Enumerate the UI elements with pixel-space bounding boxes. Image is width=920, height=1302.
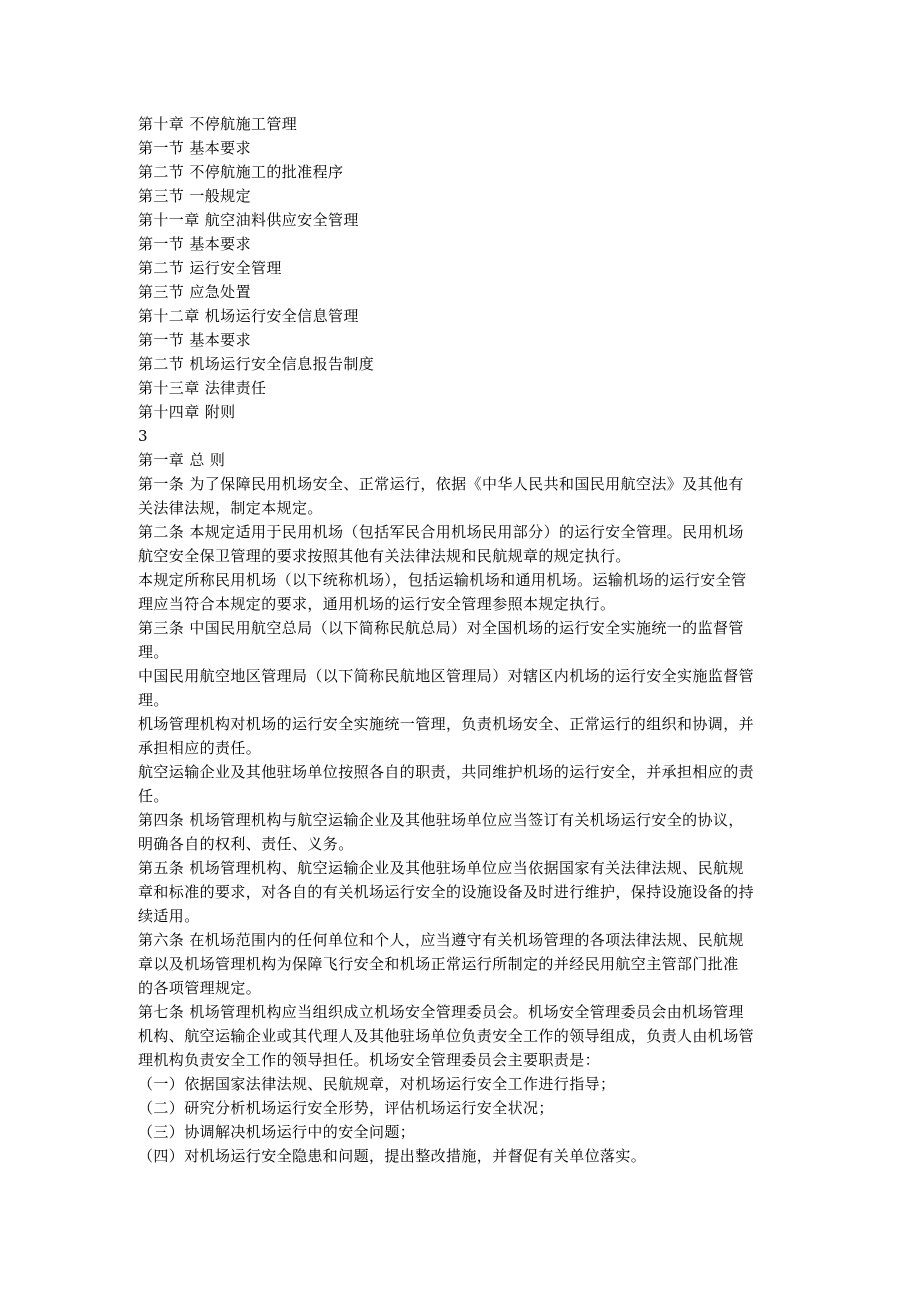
body-line: 章和标准的要求，对各自的有关机场运行安全的设施设备及时进行维护，保持设施设备的持 [138, 883, 755, 901]
toc-section-12-2: 第二节 机场运行安全信息报告制度 [138, 355, 375, 373]
body-line: 中国民用航空地区管理局（以下简称民航地区管理局）对辖区内机场的运行安全实施监督管 [138, 667, 755, 685]
toc-chapter-13: 第十三章 法律责任 [138, 379, 267, 397]
toc-section-10-1: 第一节 基本要求 [138, 139, 251, 157]
document-page [138, 112, 786, 1168]
toc-chapter-10: 第十章 不停航施工管理 [138, 115, 298, 133]
body-line: 理应当符合本规定的要求，通用机场的运行安全管理参照本规定执行。 [138, 595, 616, 613]
body-line: 第五条 机场管理机构、航空运输企业及其他驻场单位应当依据国家有关法律法规、民航规 [138, 859, 744, 877]
body-line: 航空运输企业及其他驻场单位按照各自的职责，共同维护机场的运行安全，并承担相应的责 [138, 763, 755, 781]
body-line: 承担相应的责任。 [138, 739, 262, 757]
page-number: 3 [138, 427, 148, 445]
toc-chapter-14: 第十四章 附则 [138, 403, 236, 421]
toc-section-10-3: 第三节 一般规定 [138, 187, 251, 205]
toc-section-11-1: 第一节 基本要求 [138, 235, 251, 253]
body-line: （二）研究分析机场运行安全形势，评估机场运行安全状况； [138, 1099, 554, 1117]
toc-section-12-1: 第一节 基本要求 [138, 331, 251, 349]
body-line: 续适用。 [138, 907, 200, 925]
body-line: 第三条 中国民用航空总局（以下简称民航总局）对全国机场的运行安全实施统一的监督管 [138, 619, 744, 637]
table-of-contents [138, 112, 786, 424]
body-line: 理机构负责安全工作的领导担任。机场安全管理委员会主要职责是： [138, 1051, 601, 1069]
body-line: 关法律法规，制定本规定。 [138, 499, 323, 517]
body-line: （四）对机场运行安全隐患和问题，提出整改措施，并督促有关单位落实。 [138, 1147, 647, 1165]
toc-chapter-12: 第十二章 机场运行安全信息管理 [138, 307, 359, 325]
body-line: 理。 [138, 691, 169, 709]
toc-section-11-2: 第二节 运行安全管理 [138, 259, 282, 277]
body-line: （三）协调解决机场运行中的安全问题； [138, 1123, 416, 1141]
toc-section-11-3: 第三节 应急处置 [138, 283, 251, 301]
body-line: 第六条 在机场范围内的任何单位和个人，应当遵守有关机场管理的各项法律法规、民航规 [138, 931, 744, 949]
body-line: 的各项管理规定。 [138, 979, 262, 997]
body-line: 航空安全保卫管理的要求按照其他有关法律法规和民航规章的规定执行。 [138, 547, 631, 565]
toc-section-10-2: 第二节 不停航施工的批准程序 [138, 163, 344, 181]
body-line: 理。 [138, 643, 169, 661]
body-line: 第二条 本规定适用于民用机场（包括军民合用机场民用部分）的运行安全管理。民用机场 [138, 523, 744, 541]
body-line: 明确各自的权利、责任、义务。 [138, 835, 354, 853]
body-line: 机场管理机构对机场的运行安全实施统一管理，负责机场安全、正常运行的组织和协调，并 [138, 715, 755, 733]
body-text [138, 472, 786, 1168]
chapter-title: 第一章 总 则 [138, 451, 226, 469]
body-line: 第一条 为了保障民用机场安全、正常运行，依据《中华人民共和国民用航空法》及其他有 [138, 475, 744, 493]
body-line: 第四条 机场管理机构与航空运输企业及其他驻场单位应当签订有关机场运行安全的协议， [138, 811, 744, 829]
body-line: 任。 [138, 787, 169, 805]
body-line: （一）依据国家法律法规、民航规章，对机场运行安全工作进行指导； [138, 1075, 616, 1093]
toc-chapter-11: 第十一章 航空油料供应安全管理 [138, 211, 359, 229]
body-line: 第七条 机场管理机构应当组织成立机场安全管理委员会。机场安全管理委员会由机场管理 [138, 1003, 744, 1021]
body-line: 机构、航空运输企业或其代理人及其他驻场单位负责安全工作的领导组成，负责人由机场管 [138, 1027, 755, 1045]
body-line: 本规定所称民用机场（以下统称机场），包括运输机场和通用机场。运输机场的运行安全管 [138, 571, 747, 589]
body-line: 章以及机场管理机构为保障飞行安全和机场正常运行所制定的并经民用航空主管部门批准 [138, 955, 739, 973]
